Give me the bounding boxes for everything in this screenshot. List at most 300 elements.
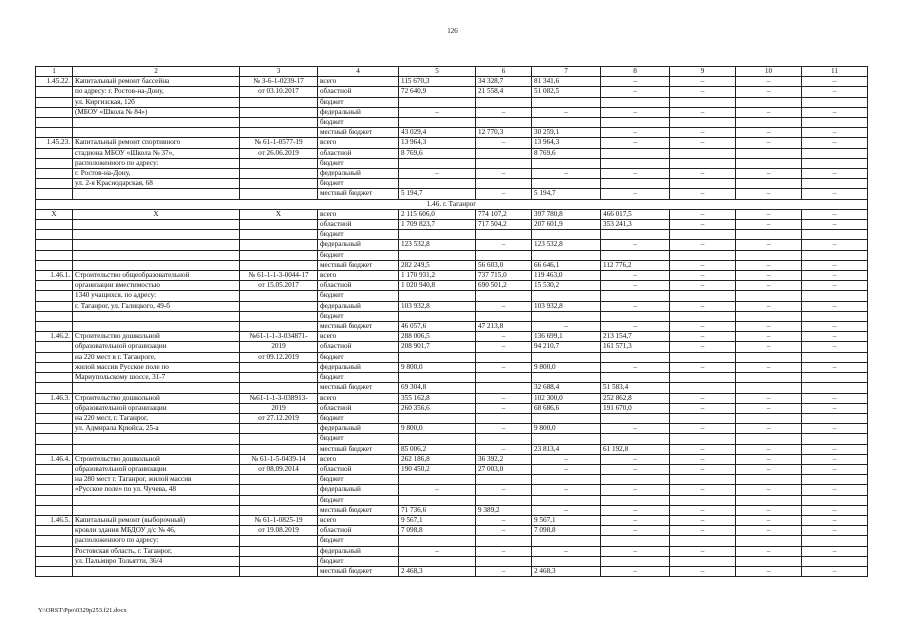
table-cell: 9 800,0 [532,424,601,434]
table-cell: 115 670,3 [399,77,476,87]
table-cell [36,311,73,321]
table-cell [670,556,736,566]
table-cell [240,240,318,250]
table-cell: 2019 [240,342,318,352]
table-row [36,362,868,372]
table-cell [736,434,802,444]
table-cell [399,158,476,168]
table-cell [532,495,601,505]
table-cell [73,495,240,505]
table-cell: – [802,546,868,556]
table-cell: 21 558,4 [476,87,532,97]
table-cell: – [476,403,532,413]
table-cell: № 61-1-5-0439-14 [240,454,318,464]
table-row [36,281,868,291]
table-cell: от 09.12.2019 [240,352,318,362]
table-cell: 774 107,2 [476,209,532,219]
table-cell [399,556,476,566]
table-cell: № 61-1-1-3-0044-17 [240,271,318,281]
table-cell [670,352,736,362]
table-row [36,220,868,230]
table-cell: – [736,515,802,525]
table-cell [736,373,802,383]
table-row [36,526,868,536]
budget-table [35,66,868,577]
table-cell [36,556,73,566]
table-cell: на 220 мест, г. Таганрог, [73,413,240,423]
table-cell: местный бюджет [318,189,399,199]
table-row [36,464,868,474]
table-cell: 71 736,6 [399,505,476,515]
table-cell: 13 964,3 [532,138,601,148]
table-cell: федеральный [318,362,399,372]
table-cell [399,495,476,505]
table-cell: – [601,87,670,97]
table-cell [36,342,73,352]
table-cell: всего [318,454,399,464]
table-cell: – [532,454,601,464]
table-cell: – [476,566,532,576]
table-cell: – [802,128,868,138]
table-cell: – [670,260,736,270]
table-cell [36,352,73,362]
table-cell: – [476,393,532,403]
table-cell: – [802,138,868,148]
table-cell: – [601,138,670,148]
table-cell [73,322,240,332]
table-cell [240,311,318,321]
table-cell: – [601,464,670,474]
table-cell [240,322,318,332]
table-cell [399,179,476,189]
table-cell [670,311,736,321]
table-cell: – [601,169,670,179]
table-cell: 2 468,3 [532,566,601,576]
table-cell: (МБОУ «Школа № 84») [73,107,240,117]
table-cell: местный бюджет [318,566,399,576]
table-cell: – [670,77,736,87]
table-cell: – [802,107,868,117]
table-cell [670,495,736,505]
table-cell [802,118,868,128]
table-cell: – [736,444,802,454]
table-cell: 7 098,8 [532,526,601,536]
table-cell: – [802,220,868,230]
table-cell: бюджет [318,536,399,546]
table-cell [36,179,73,189]
table-cell [240,424,318,434]
table-cell: – [670,403,736,413]
table-cell: 353 241,3 [601,220,670,230]
table-row [36,230,868,240]
table-cell: – [736,240,802,250]
table-cell: областной [318,403,399,413]
table-cell: – [476,332,532,342]
table-cell: – [736,209,802,219]
table-cell: – [532,546,601,556]
table-cell: 207 601,9 [532,220,601,230]
table-cell: 262 186,8 [399,454,476,464]
table-cell: – [802,526,868,536]
table-cell: – [802,332,868,342]
table-cell: – [670,301,736,311]
table-cell: – [399,169,476,179]
table-cell: всего [318,393,399,403]
table-cell [36,291,73,301]
table-cell: – [601,546,670,556]
table-cell: 397 780,8 [532,209,601,219]
table-cell: – [736,260,802,270]
table-cell: – [601,107,670,117]
table-cell: Строительство общеобразовательной [73,271,240,281]
table-cell [532,536,601,546]
table-cell: – [476,546,532,556]
table-cell [476,158,532,168]
table-cell [399,373,476,383]
table-cell: расположенного по адресу: [73,158,240,168]
page-number: 126 [447,27,458,35]
table-cell [736,291,802,301]
table-row [36,128,868,138]
table-cell: федеральный [318,169,399,179]
table-cell: 43 029,4 [399,128,476,138]
table-cell: 690 501,2 [476,281,532,291]
table-cell [670,536,736,546]
table-cell: – [601,485,670,495]
table-cell [240,566,318,576]
table-cell [36,485,73,495]
table-row [36,260,868,270]
column-number-cell: 6 [476,67,532,77]
table-cell: – [802,342,868,352]
table-cell: – [736,107,802,117]
table-cell: – [670,281,736,291]
table-row [36,485,868,495]
table-cell: 68 686,6 [532,403,601,413]
table-cell: 1.46.5. [36,515,73,525]
table-cell: ул. Пальмиро Тольятти, 36/4 [73,556,240,566]
table-cell: 12 770,3 [476,128,532,138]
table-cell: жилой массив Русское поле по [73,362,240,372]
table-cell: 7 098,8 [399,526,476,536]
table-row [36,311,868,321]
table-cell: от 19.08.2019 [240,526,318,536]
table-row [36,138,868,148]
table-cell: – [670,505,736,515]
table-cell: – [601,454,670,464]
table-cell: №61-1-1-3-034871- [240,332,318,342]
table-cell [601,413,670,423]
table-cell [36,383,73,393]
table-cell: – [399,546,476,556]
table-cell: 123 532,8 [399,240,476,250]
table-cell: г. Ростов-на-Дону, [73,169,240,179]
table-cell [476,373,532,383]
column-number-cell: 7 [532,67,601,77]
table-cell [670,148,736,158]
table-cell: Капитальный ремонт бассейна [73,77,240,87]
table-cell: – [736,526,802,536]
table-row [36,424,868,434]
table-cell [736,495,802,505]
table-cell [36,505,73,515]
table-cell [802,250,868,260]
table-cell [670,383,736,393]
table-cell: – [476,189,532,199]
table-cell: – [601,301,670,311]
table-cell: от 15.05.2017 [240,281,318,291]
table-row [36,413,868,423]
table-row [36,342,868,352]
table-cell: 9 800,0 [532,362,601,372]
table-cell [736,97,802,107]
table-cell: бюджет [318,118,399,128]
table-cell: 9 800,0 [399,424,476,434]
table-cell [601,536,670,546]
table-row [36,546,868,556]
table-cell [240,169,318,179]
table-row [36,158,868,168]
table-cell: по адресу: г. Ростов-на-Дону, [73,87,240,97]
table-cell: 1.45.22. [36,77,73,87]
table-cell: – [670,485,736,495]
table-cell: 15 530,2 [532,281,601,291]
table-cell [601,434,670,444]
table-cell: 32 688,4 [532,383,601,393]
table-cell: федеральный [318,485,399,495]
table-cell: – [802,87,868,97]
table-cell: – [399,485,476,495]
table-cell [476,495,532,505]
table-cell: 1.46.1. [36,271,73,281]
table-cell: – [670,107,736,117]
table-cell: 1 709 823,7 [399,220,476,230]
table-cell: бюджет [318,179,399,189]
table-cell: бюджет [318,311,399,321]
table-cell: – [476,526,532,536]
table-cell: бюджет [318,250,399,260]
table-row [36,373,868,383]
table-cell: Капитальный ремонт спортивного [73,138,240,148]
table-cell [601,118,670,128]
table-cell: 94 210,7 [532,342,601,352]
table-cell: местный бюджет [318,383,399,393]
table-cell: – [736,393,802,403]
table-cell: 34 328,7 [476,77,532,87]
table-cell: образовательной организации [73,464,240,474]
table-cell [670,97,736,107]
table-cell: – [601,505,670,515]
table-row [36,566,868,576]
table-cell: бюджет [318,158,399,168]
table-cell: организации вместимостью [73,281,240,291]
table-cell [240,434,318,444]
table-cell [532,373,601,383]
table-cell [601,352,670,362]
table-cell [802,383,868,393]
table-cell [601,311,670,321]
table-cell [240,495,318,505]
table-cell: – [601,566,670,576]
table-cell [240,556,318,566]
column-number-cell: 11 [802,67,868,77]
table-cell [601,250,670,260]
table-cell: областной [318,526,399,536]
table-cell [399,475,476,485]
table-cell: 2 468,3 [399,566,476,576]
table-cell [36,97,73,107]
table-cell [73,189,240,199]
table-row [36,87,868,97]
table-cell [601,495,670,505]
table-row [36,271,868,281]
table-cell: 1.46.3. [36,393,73,403]
table-cell: – [736,301,802,311]
table-cell: – [802,322,868,332]
column-number-cell: 3 [240,67,318,77]
table-cell: на 220 мест в г. Таганроге, [73,352,240,362]
table-cell: местный бюджет [318,322,399,332]
table-cell: – [670,189,736,199]
table-row [36,77,868,87]
table-cell [532,179,601,189]
table-cell: 5 194,7 [532,189,601,199]
table-cell: – [736,546,802,556]
table-cell [36,413,73,423]
table-cell: 8 769,6 [532,148,601,158]
table-cell: – [802,424,868,434]
table-cell: – [736,138,802,148]
table-cell: 288 006,5 [399,332,476,342]
table-cell: областной [318,281,399,291]
table-cell: – [736,464,802,474]
table-cell: – [670,138,736,148]
table-cell: 30 259,1 [532,128,601,138]
table-cell: – [670,169,736,179]
table-cell [802,97,868,107]
table-cell: 13 964,3 [399,138,476,148]
table-cell: Строительство дошкольной [73,393,240,403]
table-cell: – [802,485,868,495]
table-cell: – [670,515,736,525]
table-cell: 8 769,6 [399,148,476,158]
table-cell: 103 932,8 [399,301,476,311]
table-cell [670,118,736,128]
table-cell [36,240,73,250]
table-cell [36,148,73,158]
table-cell: расположенного по адресу: [73,536,240,546]
table-cell [36,464,73,474]
column-number-cell: 5 [399,67,476,77]
table-cell: 9 389,2 [476,505,532,515]
table-cell: № 61-1-0577-19 [240,138,318,148]
table-cell: 208 901,7 [399,342,476,352]
table-cell: – [670,209,736,219]
table-cell [476,311,532,321]
table-cell: – [802,260,868,270]
table-cell: – [670,464,736,474]
table-cell: – [736,87,802,97]
column-number-cell: 1 [36,67,73,77]
table-cell [36,169,73,179]
table-cell [73,260,240,270]
table-cell: 252 862,8 [601,393,670,403]
table-cell [736,413,802,423]
table-row [36,475,868,485]
table-cell [73,311,240,321]
table-cell: 119 463,0 [532,271,601,281]
table-cell [240,301,318,311]
table-cell: X [240,209,318,219]
table-cell: стадиона МБОУ «Школа № 37», [73,148,240,158]
table-cell [802,475,868,485]
table-cell [399,311,476,321]
table-cell: – [532,464,601,474]
table-cell [601,373,670,383]
table-cell: 9 800,0 [399,362,476,372]
table-cell [73,118,240,128]
table-cell [399,413,476,423]
table-cell [240,373,318,383]
table-cell: 112 776,2 [601,260,670,270]
table-cell [36,373,73,383]
table-cell [802,230,868,240]
table-row [36,250,868,260]
table-cell: – [532,322,601,332]
table-cell: 1.45.23. [36,138,73,148]
table-cell [736,311,802,321]
table-cell [670,434,736,444]
table-cell: 85 006,2 [399,444,476,454]
table-cell [36,118,73,128]
table-row [36,322,868,332]
table-cell [736,148,802,158]
table-cell: – [476,444,532,454]
table-cell [73,240,240,250]
table-cell [532,556,601,566]
table-cell: 1 170 931,2 [399,271,476,281]
table-cell [36,403,73,413]
table-cell: – [399,107,476,117]
table-cell: – [670,526,736,536]
table-cell [240,475,318,485]
table-cell: Капитальный ремонт (выборочный) [73,515,240,525]
table-cell [73,566,240,576]
table-cell: 5 194,7 [399,189,476,199]
table-cell: местный бюджет [318,128,399,138]
table-cell [73,128,240,138]
table-cell [240,118,318,128]
table-cell: «Русское поле» по ул. Чучева, 48 [73,485,240,495]
table-cell: 466 017,5 [601,209,670,219]
table-cell [601,179,670,189]
table-cell [736,179,802,189]
table-cell: федеральный [318,240,399,250]
table-cell: 123 532,8 [532,240,601,250]
table-cell: – [802,240,868,250]
table-cell [36,230,73,240]
table-cell [802,352,868,362]
table-cell [476,97,532,107]
table-cell: всего [318,209,399,219]
table-row [36,169,868,179]
table-cell [36,322,73,332]
table-cell: – [670,128,736,138]
table-cell [736,158,802,168]
table-cell: – [802,393,868,403]
table-cell: – [802,189,868,199]
table-cell [532,250,601,260]
